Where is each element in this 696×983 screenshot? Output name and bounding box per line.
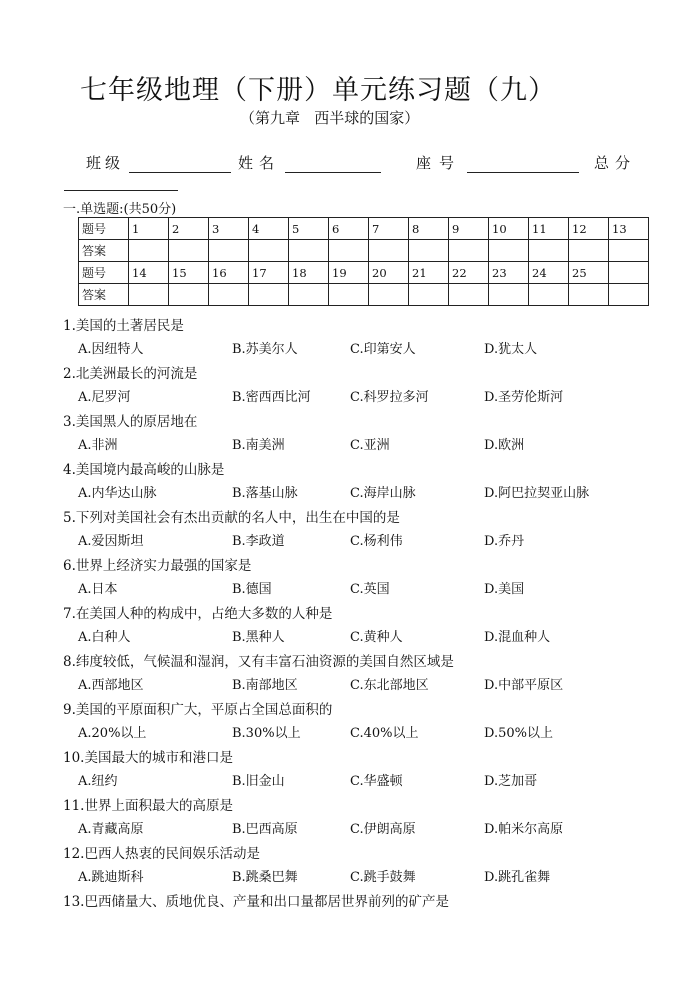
question-number: 5 bbox=[289, 218, 329, 240]
answer-cell[interactable] bbox=[129, 284, 169, 306]
option-b[interactable]: B.旧金山 bbox=[232, 774, 285, 789]
option-c[interactable]: C.英国 bbox=[350, 582, 390, 597]
question-stem: 13.巴西储量大、质地优良、产量和出口量都居世界前列的矿产是 bbox=[63, 894, 449, 910]
question-stem: 10.美国最大的城市和港口是 bbox=[63, 750, 233, 766]
option-d[interactable]: D.中部平原区 bbox=[484, 678, 564, 693]
question-stem: 3.美国黑人的原居地在 bbox=[63, 414, 198, 430]
answer-cell[interactable] bbox=[489, 240, 529, 262]
page-title: 七年级地理（下册）单元练习题（九） bbox=[80, 75, 556, 106]
option-a[interactable]: A.跳迪斯科 bbox=[78, 870, 144, 885]
option-b[interactable]: B.苏美尔人 bbox=[232, 342, 298, 357]
answer-cell[interactable] bbox=[609, 284, 649, 306]
answer-cell[interactable] bbox=[569, 284, 609, 306]
answer-cell[interactable] bbox=[169, 284, 209, 306]
answer-cell[interactable] bbox=[489, 284, 529, 306]
option-b[interactable]: B.德国 bbox=[232, 582, 272, 597]
answer-cell[interactable] bbox=[529, 284, 569, 306]
question-number: 2 bbox=[169, 218, 209, 240]
option-c[interactable]: C.40%以上 bbox=[350, 726, 419, 741]
question-stem: 2.北美洲最长的河流是 bbox=[63, 366, 198, 382]
option-c[interactable]: C.印第安人 bbox=[350, 342, 416, 357]
question-number-header: 题号 bbox=[79, 218, 129, 240]
question-stem: 7.在美国人种的构成中，占绝大多数的人种是 bbox=[63, 606, 333, 622]
question-number: 12 bbox=[569, 218, 609, 240]
question-number: 7 bbox=[369, 218, 409, 240]
table-row bbox=[79, 262, 649, 284]
question-number: 17 bbox=[249, 262, 289, 284]
answer-cell[interactable] bbox=[409, 240, 449, 262]
answer-cell[interactable] bbox=[169, 240, 209, 262]
option-b[interactable]: B.南美洲 bbox=[232, 438, 285, 453]
question-number: 8 bbox=[409, 218, 449, 240]
answer-cell[interactable] bbox=[369, 240, 409, 262]
option-a[interactable]: A.西部地区 bbox=[78, 678, 144, 693]
option-a[interactable]: A.内华达山脉 bbox=[78, 486, 157, 501]
answer-table bbox=[78, 217, 649, 306]
question-number: 24 bbox=[529, 262, 569, 284]
name-blank[interactable] bbox=[285, 157, 381, 173]
seat-label: 座号 bbox=[416, 154, 463, 172]
answer-header: 答案 bbox=[79, 284, 129, 306]
name-label: 姓名 bbox=[238, 154, 281, 172]
question-number: 14 bbox=[129, 262, 169, 284]
answer-cell[interactable] bbox=[209, 240, 249, 262]
answer-cell[interactable] bbox=[249, 240, 289, 262]
question-stem: 1.美国的土著居民是 bbox=[63, 318, 184, 334]
name-field bbox=[238, 152, 381, 173]
table-row bbox=[79, 240, 649, 262]
option-b[interactable]: B.李政道 bbox=[232, 534, 285, 549]
page-subtitle: （第九章 西半球的国家） bbox=[240, 109, 420, 127]
option-d[interactable]: D.欧洲 bbox=[484, 438, 525, 453]
answer-cell[interactable] bbox=[609, 240, 649, 262]
option-d[interactable]: D.50%以上 bbox=[484, 726, 553, 741]
option-d[interactable]: D.犹太人 bbox=[484, 342, 538, 357]
answer-header: 答案 bbox=[79, 240, 129, 262]
section-title: 一.单选题:(共50分) bbox=[63, 202, 177, 217]
option-d[interactable]: D.跳孔雀舞 bbox=[484, 870, 551, 885]
question-number: 4 bbox=[249, 218, 289, 240]
option-a[interactable]: A.青藏高原 bbox=[78, 822, 144, 837]
table-row bbox=[79, 218, 649, 240]
option-d[interactable]: D.美国 bbox=[484, 582, 525, 597]
total-label: 总分 bbox=[594, 154, 637, 172]
option-a[interactable]: A.非洲 bbox=[78, 438, 118, 453]
table-row bbox=[79, 284, 649, 306]
option-a[interactable]: A.20%以上 bbox=[78, 726, 147, 741]
option-a[interactable]: A.日本 bbox=[78, 582, 118, 597]
seat-blank[interactable] bbox=[467, 157, 579, 173]
question-number: 6 bbox=[329, 218, 369, 240]
answer-cell[interactable] bbox=[329, 240, 369, 262]
question-stem: 11.世界上面积最大的高原是 bbox=[63, 798, 233, 814]
option-c[interactable]: C.亚洲 bbox=[350, 438, 390, 453]
option-b[interactable]: B.黑种人 bbox=[232, 630, 285, 645]
option-b[interactable]: B.30%以上 bbox=[232, 726, 301, 741]
question-number: 11 bbox=[529, 218, 569, 240]
option-c[interactable]: C.杨利伟 bbox=[350, 534, 403, 549]
option-d[interactable]: D.阿巴拉契亚山脉 bbox=[484, 486, 590, 501]
class-label: 班级 bbox=[86, 154, 125, 172]
question-stem: 8.纬度较低，气候温和湿润，又有丰富石油资源的美国自然区域是 bbox=[63, 654, 454, 670]
option-c[interactable]: C.伊朗高原 bbox=[350, 822, 416, 837]
option-b[interactable]: B.南部地区 bbox=[232, 678, 298, 693]
answer-cell[interactable] bbox=[209, 284, 249, 306]
answer-cell[interactable] bbox=[449, 284, 489, 306]
option-a[interactable]: A.因纽特人 bbox=[78, 342, 144, 357]
option-d[interactable]: D.帕米尔高原 bbox=[484, 822, 564, 837]
question-number: 22 bbox=[449, 262, 489, 284]
class-blank[interactable] bbox=[129, 157, 231, 173]
option-c[interactable]: C.东北部地区 bbox=[350, 678, 429, 693]
answer-cell[interactable] bbox=[289, 284, 329, 306]
option-b[interactable]: B.密西西比河 bbox=[232, 390, 311, 405]
total-field bbox=[594, 152, 636, 173]
option-b[interactable]: B.落基山脉 bbox=[232, 486, 298, 501]
question-stem: 12.巴西人热衷的民间娱乐活动是 bbox=[63, 846, 260, 862]
question-number: 21 bbox=[409, 262, 449, 284]
question-number: 18 bbox=[289, 262, 329, 284]
question-number: 19 bbox=[329, 262, 369, 284]
question-number-header: 题号 bbox=[79, 262, 129, 284]
question-number: 16 bbox=[209, 262, 249, 284]
option-b[interactable]: B.跳桑巴舞 bbox=[232, 870, 298, 885]
option-a[interactable]: A.白种人 bbox=[78, 630, 131, 645]
question-number bbox=[609, 262, 649, 284]
answer-cell[interactable] bbox=[449, 240, 489, 262]
question-number: 13 bbox=[609, 218, 649, 240]
question-stem: 5.下列对美国社会有杰出贡献的名人中，出生在中国的是 bbox=[63, 510, 400, 526]
class-field bbox=[86, 152, 231, 173]
option-b[interactable]: B.巴西高原 bbox=[232, 822, 298, 837]
option-d[interactable]: D.芝加哥 bbox=[484, 774, 538, 789]
answer-cell[interactable] bbox=[329, 284, 369, 306]
option-a[interactable]: A.纽约 bbox=[78, 774, 118, 789]
question-number: 10 bbox=[489, 218, 529, 240]
answer-cell[interactable] bbox=[529, 240, 569, 262]
answer-cell[interactable] bbox=[129, 240, 169, 262]
question-number: 20 bbox=[369, 262, 409, 284]
question-number: 3 bbox=[209, 218, 249, 240]
option-a[interactable]: A.爱因斯坦 bbox=[78, 534, 144, 549]
answer-cell[interactable] bbox=[289, 240, 329, 262]
answer-cell[interactable] bbox=[569, 240, 609, 262]
option-d[interactable]: D.混血种人 bbox=[484, 630, 551, 645]
question-number: 15 bbox=[169, 262, 209, 284]
option-c[interactable]: C.华盛顿 bbox=[350, 774, 403, 789]
answer-cell[interactable] bbox=[409, 284, 449, 306]
option-c[interactable]: C.跳手鼓舞 bbox=[350, 870, 416, 885]
option-c[interactable]: C.科罗拉多河 bbox=[350, 390, 429, 405]
answer-cell[interactable] bbox=[249, 284, 289, 306]
option-c[interactable]: C.黄种人 bbox=[350, 630, 403, 645]
question-stem: 9.美国的平原面积广大，平原占全国总面积的 bbox=[63, 702, 333, 718]
question-number: 1 bbox=[129, 218, 169, 240]
option-c[interactable]: C.海岸山脉 bbox=[350, 486, 416, 501]
question-number: 9 bbox=[449, 218, 489, 240]
total-blank[interactable] bbox=[64, 190, 178, 191]
option-a[interactable]: A.尼罗河 bbox=[78, 390, 131, 405]
question-stem: 6.世界上经济实力最强的国家是 bbox=[63, 558, 252, 574]
question-number: 23 bbox=[489, 262, 529, 284]
option-d[interactable]: D.乔丹 bbox=[484, 534, 525, 549]
answer-cell[interactable] bbox=[369, 284, 409, 306]
question-number: 25 bbox=[569, 262, 609, 284]
question-stem: 4.美国境内最高峻的山脉是 bbox=[63, 462, 225, 478]
option-d[interactable]: D.圣劳伦斯河 bbox=[484, 390, 564, 405]
seat-field bbox=[416, 152, 579, 173]
